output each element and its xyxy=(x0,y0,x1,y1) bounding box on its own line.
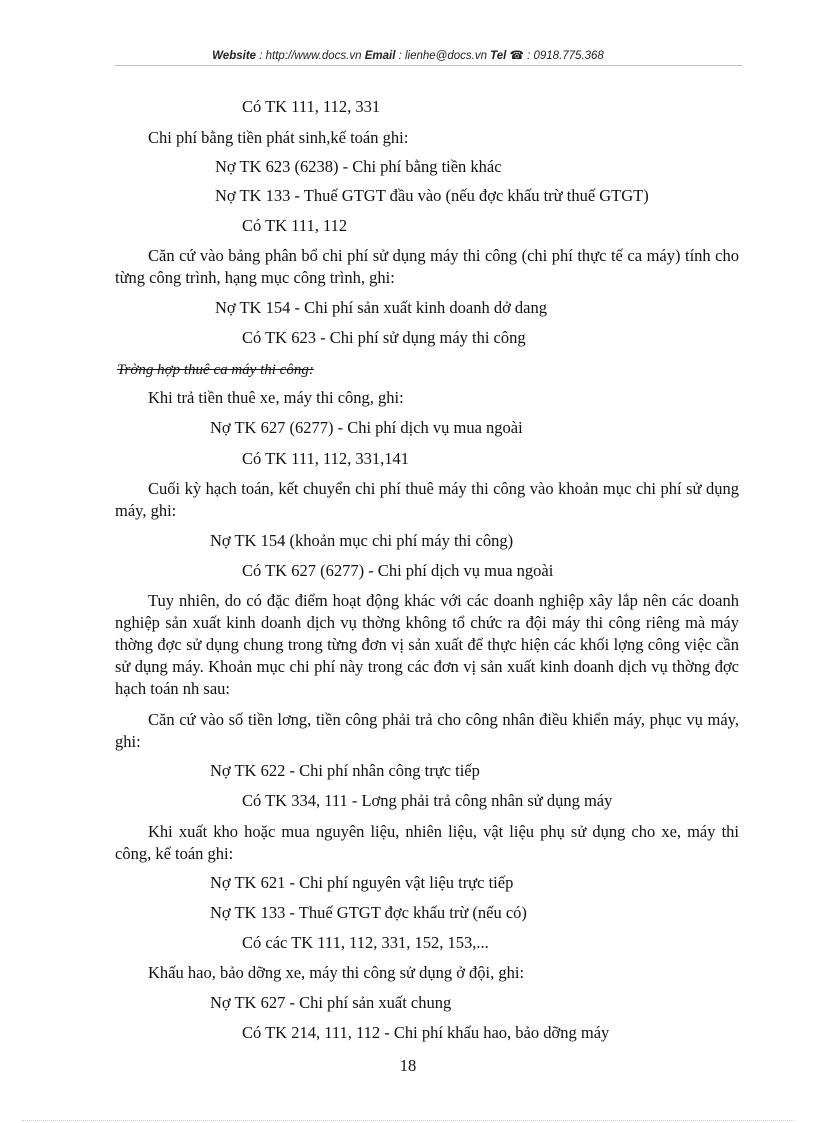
text-line: Có TK 111, 112, 331,141 xyxy=(242,449,409,468)
section-heading: Trờng hợp thuê ca máy thi công: xyxy=(117,362,314,378)
text-line: Khấu hao, bảo dỡng xe, máy thi công sử dụng ở đội, ghi: xyxy=(148,963,525,982)
text-line: Có TK 111, 112 xyxy=(242,216,348,235)
text-line: Nợ TK 627 - Chi phí sản xuất chung xyxy=(210,993,452,1012)
paragraph: Căn cứ vào bảng phân bổ chi phí sử dụng máy thi công (chi phí thực tế ca máy) tính cho từng công trình, hạng mục công trình, ghi: xyxy=(115,246,739,287)
text-line: Nợ TK 133 - Thuế GTGT đầu vào (nếu đợc khấu trừ thuế GTGT) xyxy=(215,186,649,205)
text-line: Khi trả tiền thuê xe, máy thi công, ghi: xyxy=(148,388,404,407)
text-line: Có TK 627 (6277) - Chi phí dịch vụ mua ngoài xyxy=(242,561,554,580)
text-line: Có TK 214, 111, 112 - Chi phí khấu hao, bảo dỡng máy xyxy=(242,1023,610,1042)
paragraph: Cuối kỳ hạch toán, kết chuyển chi phí thuê máy thi công vào khoản mục chi phí sử dụng máy, ghi: xyxy=(115,479,739,520)
paragraph: Khi xuất kho hoặc mua nguyên liệu, nhiên liệu, vật liệu phụ sử dụng cho xe, máy thi công, kế toán ghi: xyxy=(115,822,739,863)
paragraph: Căn cứ vào số tiền lơng, tiền công phải trả cho công nhân điều khiển máy, phục vụ máy, ghi: xyxy=(115,710,739,751)
text-line: Nợ TK 154 (khoản mục chi phí máy thi công) xyxy=(210,531,514,550)
paragraph: Tuy nhiên, do có đặc điểm hoạt động khác với các doanh nghiệp xây lắp nên các doanh nghiệp sản xuất kinh doanh dịch vụ thờng không tổ chức ra đội máy thi công riêng mà máy thờng đợc sử dụng chung trong từng đơn vị sản xuất để thực hiện các khối lợng công việc cần sử dụng máy. Khoản mục chi phí này trong các đơn vị sản xuất kinh doanh dịch vụ thờng đợc hạch toán nh sau: xyxy=(115,591,739,698)
text-line: Nợ TK 622 - Chi phí nhân công trực tiếp xyxy=(210,761,480,780)
page-number: 18 xyxy=(399,1056,417,1075)
footer-divider xyxy=(22,1120,794,1121)
text-line: Nợ TK 154 - Chi phí sản xuất kinh doanh dở dang xyxy=(215,298,547,317)
email-label: Email xyxy=(364,50,396,62)
page-header xyxy=(0,48,816,62)
email-value: : lienhe@docs.vn xyxy=(395,50,491,62)
header-divider xyxy=(115,65,742,66)
text-line: Nợ TK 621 - Chi phí nguyên vật liệu trực tiếp xyxy=(210,873,514,892)
text-line: Có TK 623 - Chi phí sử dụng máy thi công xyxy=(242,328,526,347)
tel-label: Tel xyxy=(490,50,507,62)
text-line: Nợ TK 623 (6238) - Chi phí bằng tiền khác xyxy=(215,157,502,176)
text-line: Nợ TK 627 (6277) - Chi phí dịch vụ mua ngoài xyxy=(210,418,523,437)
website-value: : http://www.docs.vn xyxy=(256,50,365,62)
website-label: Website xyxy=(212,50,257,62)
text-line: Có TK 111, 112, 331 xyxy=(242,97,381,116)
text-line: Có TK 334, 111 - Lơng phải trả công nhân sử dụng máy xyxy=(242,791,613,810)
text-line: Có các TK 111, 112, 331, 152, 153,... xyxy=(242,933,489,952)
text-line: Chi phí bằng tiền phát sinh,kế toán ghi: xyxy=(148,128,409,147)
text-line: Nợ TK 133 - Thuế GTGT đợc khấu trừ (nếu có) xyxy=(210,903,527,922)
tel-value: ☎ : 0918.775.368 xyxy=(506,50,604,62)
